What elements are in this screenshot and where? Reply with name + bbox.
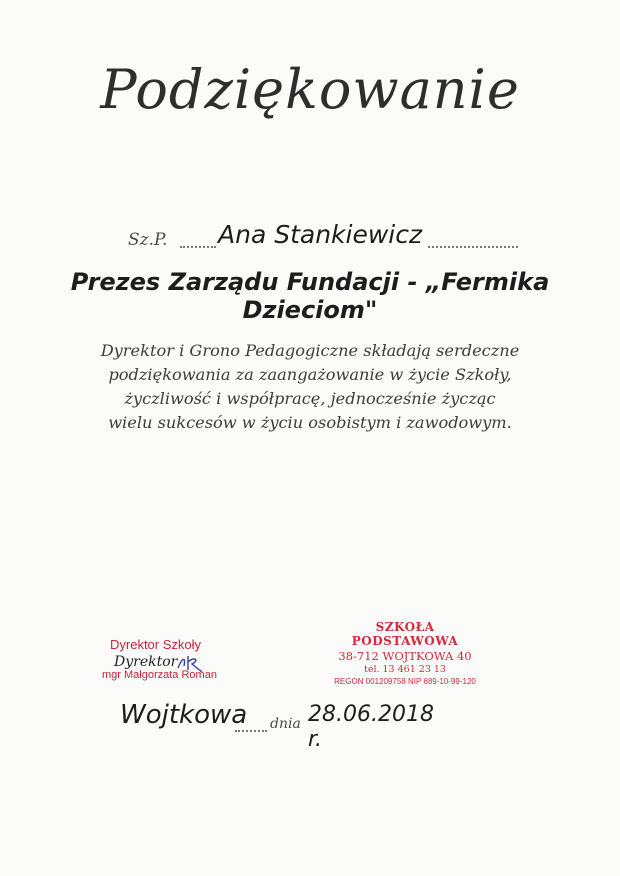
director-stamp-name: mgr Małgorzata Roman bbox=[102, 669, 217, 681]
body-text bbox=[70, 339, 550, 435]
body-line: życzliwość i współpracę, jednocześnie życząc bbox=[124, 389, 496, 408]
director-signature-icon bbox=[172, 650, 212, 680]
director-stamp-title: Dyrektor Szkoły bbox=[110, 637, 202, 652]
body-line: podziękowania za zaangażowanie w życie Szkoły, bbox=[108, 365, 512, 384]
date-label: dnia bbox=[270, 716, 301, 732]
recipient-role: Prezes Zarządu Fundacji - „Fermika Dzieciom" bbox=[70, 268, 550, 324]
recipient-line bbox=[128, 220, 528, 254]
place-date-line bbox=[120, 700, 450, 752]
body-line: wielu sukcesów w życiu osobistym i zawodowym. bbox=[108, 413, 512, 432]
place-name: Wojtkowa bbox=[120, 700, 248, 730]
recipient-name: Ana Stankiewicz bbox=[218, 220, 423, 249]
document-title: Podziękowanie bbox=[100, 58, 520, 121]
dotted-line bbox=[428, 246, 518, 248]
school-stamp bbox=[330, 620, 480, 686]
school-stamp-address: 38-712 WOJTKOWA 40 bbox=[338, 649, 472, 663]
school-stamp-name: SZKOŁA PODSTAWOWA bbox=[351, 620, 459, 648]
director-stamp-role: Dyrektor bbox=[114, 654, 178, 670]
body-line: Dyrektor i Grono Pedagogiczne składają serdeczne bbox=[100, 341, 520, 360]
recipient-prefix: Sz.P. bbox=[128, 230, 168, 250]
school-stamp-ids: REGON 001209758 NIP 689-10-99-120 bbox=[334, 677, 476, 686]
date-value: 28.06.2018 r. bbox=[308, 702, 434, 752]
school-stamp-phone: tel. 13 461 23 13 bbox=[364, 664, 446, 675]
dotted-line bbox=[235, 730, 267, 732]
dotted-line bbox=[180, 246, 216, 248]
